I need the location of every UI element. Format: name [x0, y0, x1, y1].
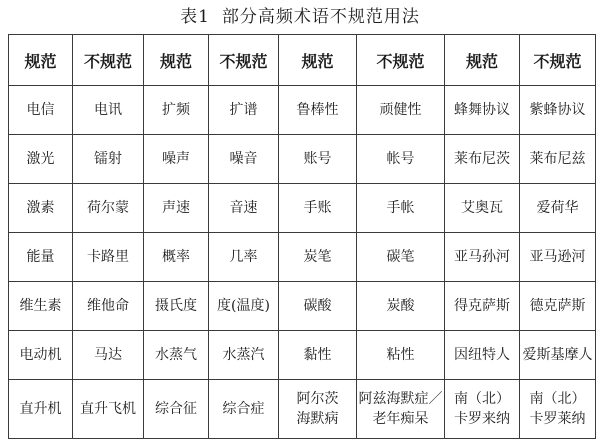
- term-nonstandard-cell: 德克萨斯: [520, 282, 596, 331]
- term-standard-cell: 艾奥瓦: [445, 184, 520, 233]
- term-standard-cell: 莱布尼茨: [445, 135, 520, 184]
- term-nonstandard-cell: 爱斯基摩人: [520, 331, 596, 380]
- term-standard-cell: 电信: [9, 86, 73, 135]
- term-nonstandard-cell: 马达: [73, 331, 144, 380]
- term-standard-cell: 概率: [144, 233, 209, 282]
- term-line: 阿兹海默症／: [358, 391, 443, 407]
- header-nonstandard-1: 不规范: [73, 35, 144, 86]
- term-nonstandard-cell: 帐号: [357, 135, 445, 184]
- term-nonstandard-cell: 碳笔: [357, 233, 445, 282]
- term-standard-cell: 激光: [9, 135, 73, 184]
- table-row: [9, 184, 596, 233]
- term-nonstandard-cell: 卡路里: [73, 233, 144, 282]
- term-standard-cell: [445, 380, 520, 439]
- caption-number: 表1: [180, 7, 210, 27]
- term-standard-cell: [279, 380, 357, 439]
- term-nonstandard-cell: 亚马逊河: [520, 233, 596, 282]
- term-standard-cell: 碳酸: [279, 282, 357, 331]
- term-standard-cell: 综合征: [144, 380, 209, 439]
- table-caption: [0, 4, 600, 30]
- term-standard-cell: 扩频: [144, 86, 209, 135]
- term-nonstandard-cell: 维他命: [73, 282, 144, 331]
- term-standard-cell: 手账: [279, 184, 357, 233]
- term-standard-cell: 噪声: [144, 135, 209, 184]
- table-row: [9, 282, 596, 331]
- term-standard-cell: 鲁棒性: [279, 86, 357, 135]
- header-nonstandard-2: 不规范: [209, 35, 279, 86]
- term-standard-cell: 炭笔: [279, 233, 357, 282]
- term-nonstandard-cell: 荷尔蒙: [73, 184, 144, 233]
- term-standard-cell: 得克萨斯: [445, 282, 520, 331]
- term-nonstandard-cell: 粘性: [357, 331, 445, 380]
- term-nonstandard-cell: 直升飞机: [73, 380, 144, 439]
- term-nonstandard-cell: 莱布尼兹: [520, 135, 596, 184]
- term-nonstandard-cell: 镭射: [73, 135, 144, 184]
- term-standard-cell: 声速: [144, 184, 209, 233]
- term-nonstandard-cell: 综合症: [209, 380, 279, 439]
- header-standard-3: 规范: [279, 35, 357, 86]
- term-standard-cell: 黏性: [279, 331, 357, 380]
- term-nonstandard-cell: 爱荷华: [520, 184, 596, 233]
- table-row: [9, 135, 596, 184]
- term-nonstandard-cell: 水蒸汽: [209, 331, 279, 380]
- header-standard-1: 规范: [9, 35, 73, 86]
- header-nonstandard-4: 不规范: [520, 35, 596, 86]
- table-row: [9, 331, 596, 380]
- term-nonstandard-cell: 炭酸: [357, 282, 445, 331]
- table-body: [9, 86, 596, 439]
- term-standard-cell: 水蒸气: [144, 331, 209, 380]
- header-standard-2: 规范: [144, 35, 209, 86]
- term-nonstandard-cell: 几率: [209, 233, 279, 282]
- term-standard-cell: 电动机: [9, 331, 73, 380]
- term-line: 南（北）: [529, 391, 586, 407]
- term-line: 卡罗来纳: [454, 411, 510, 427]
- term-nonstandard-cell: 扩谱: [209, 86, 279, 135]
- table-row: [9, 233, 596, 282]
- term-standard-cell: 摄氏度: [144, 282, 209, 331]
- caption-title: 部分高频术语不规范用法: [221, 7, 420, 27]
- term-line: 卡罗莱纳: [529, 411, 586, 427]
- header-nonstandard-3: 不规范: [357, 35, 445, 86]
- term-standard-cell: 因纽特人: [445, 331, 520, 380]
- table-row: [9, 380, 596, 439]
- header-standard-4: 规范: [445, 35, 520, 86]
- term-standard-cell: 直升机: [9, 380, 73, 439]
- table-row: [9, 86, 596, 135]
- term-line: 老年痴呆: [372, 411, 429, 427]
- term-standard-cell: 账号: [279, 135, 357, 184]
- term-standard-cell: 维生素: [9, 282, 73, 331]
- term-nonstandard-cell: 手帐: [357, 184, 445, 233]
- terms-table: [8, 34, 596, 439]
- term-nonstandard-cell: 紫蜂协议: [520, 86, 596, 135]
- term-standard-cell: 能量: [9, 233, 73, 282]
- term-line: 海默病: [296, 411, 339, 427]
- term-nonstandard-cell: 电讯: [73, 86, 144, 135]
- term-line: 南（北）: [454, 391, 510, 407]
- term-nonstandard-cell: [357, 380, 445, 439]
- term-nonstandard-cell: 噪音: [209, 135, 279, 184]
- term-nonstandard-cell: 度(温度): [209, 282, 279, 331]
- term-standard-cell: 激素: [9, 184, 73, 233]
- term-standard-cell: 蜂舞协议: [445, 86, 520, 135]
- term-nonstandard-cell: 音速: [209, 184, 279, 233]
- table-header-row: [9, 35, 596, 86]
- term-standard-cell: 亚马孙河: [445, 233, 520, 282]
- term-nonstandard-cell: 顽健性: [357, 86, 445, 135]
- term-nonstandard-cell: [520, 380, 596, 439]
- term-line: 阿尔茨: [296, 391, 339, 407]
